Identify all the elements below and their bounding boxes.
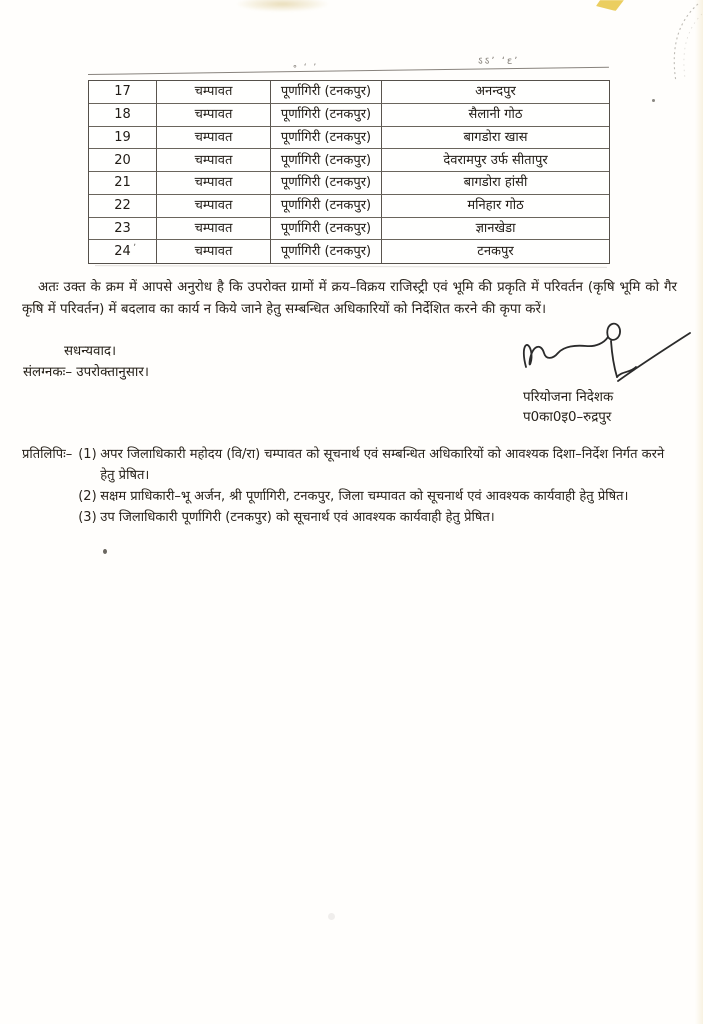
corner-highlight-mark — [596, 0, 624, 11]
cell-village: बागडोरा खास — [382, 127, 609, 150]
cell-district: चम्पावत — [157, 240, 271, 263]
cell-serial: 18 — [89, 104, 157, 127]
signatory-office: प0का0इ0–रुद्रपुर — [523, 410, 612, 425]
cell-serial: 23 — [89, 218, 157, 241]
thanks-line: सधन्यवाद। — [64, 344, 117, 359]
copy-item-number: (1) — [78, 447, 97, 462]
cell-village: बागडोरा हांसी — [382, 172, 609, 195]
cell-tehsil: पूर्णागिरी (टनकपुर) — [271, 218, 382, 241]
copy-item-text: अपर जिलाधिकारी महोदय (वि/रा) चम्पावत को सूचनार्थ एवं सम्बन्धित अधिकारियों को आवश्यक दिशा–निर्देश निर्गत करने हेतु प्रेषित। — [100, 447, 665, 483]
cell-tehsil: पूर्णागिरी (टनकपुर) — [271, 240, 382, 263]
cell-tehsil: पूर्णागिरी (टनकपुर) — [271, 81, 382, 104]
copies-section — [22, 444, 682, 528]
cutoff-text-fragment: ॰ ʻ ʼ — [293, 63, 319, 73]
cell-district: चम्पावत — [157, 218, 271, 241]
cell-serial: 20 — [89, 149, 157, 172]
copy-item-number: (3) — [78, 510, 97, 525]
copies-items — [78, 444, 682, 528]
cell-district: चम्पावत — [157, 195, 271, 218]
cell-serial: 17 — [89, 81, 157, 104]
cell-tehsil: पूर्णागिरी (टनकपुर) — [271, 195, 382, 218]
scan-smudge — [235, 0, 330, 12]
paper-edge-shading — [695, 0, 703, 1024]
copy-item — [78, 507, 682, 528]
cell-district: चम्पावत — [157, 127, 271, 150]
cell-district: चम्पावत — [157, 149, 271, 172]
copy-item — [78, 486, 682, 507]
cell-tehsil: पूर्णागिरी (टनकपुर) — [271, 127, 382, 150]
cell-district: चम्पावत — [157, 172, 271, 195]
cell-tehsil: पूर्णागिरी (टनकपुर) — [271, 172, 382, 195]
copy-item-number: (2) — [78, 489, 97, 504]
table-shadow-line — [95, 265, 607, 268]
copy-item-text: उप जिलाधिकारी पूर्णागिरी (टनकपुर) को सूचनार्थ एवं आवश्यक कार्यवाही हेतु प्रेषित। — [100, 510, 495, 525]
ink-speck — [328, 913, 335, 920]
copy-item-text: सक्षम प्राधिकारी–भू अर्जन, श्री पूर्णागिरी, टनकपुर, जिला चम्पावत को सूचनार्थ एवं आवश्यक कार्यवाही हेतु प्रेषित। — [100, 489, 629, 504]
cell-village: मनिहार गोठ — [382, 195, 609, 218]
cell-serial: 24 — [89, 240, 157, 263]
request-paragraph: अतः उक्त के क्रम में आपसे अनुरोध है कि उपरोक्त ग्रामों में क्रय–विक्रय राजिस्ट्री एवं भूमि की प्रकृति में परिवर्तन (कृषि भूमि को गैर कृषि में परिवर्तन) में बदलाव का कार्य न किये जाने हेतु सम्बन्धित अधिकारियों को निर्देशित करने की कृपा करें। — [22, 280, 677, 317]
cell-serial: 21 — [89, 172, 157, 195]
stray-pen-tick: ʼ — [133, 243, 137, 254]
signatory-title: परियोजना निदेशक — [523, 390, 614, 405]
ink-speck — [103, 549, 107, 554]
village-table — [88, 80, 610, 264]
ink-speck — [652, 99, 655, 102]
cutoff-text-fragment: ऽऽʼ ʻɛʼ — [478, 56, 520, 67]
cell-district: चम्पावत — [157, 104, 271, 127]
cell-village: अनन्दपुर — [382, 81, 609, 104]
cell-tehsil: पूर्णागिरी (टनकपुर) — [271, 149, 382, 172]
signature-scribble — [500, 315, 700, 385]
cell-village: टनकपुर — [477, 244, 514, 260]
cell-village: देवरामपुर उर्फ सीतापुर — [382, 149, 609, 172]
cell-village: ज्ञानखेडा — [382, 218, 609, 241]
cell-village: सैलानी गोठ — [382, 104, 609, 127]
cell-district: चम्पावत — [157, 81, 271, 104]
cell-serial: 22 — [89, 195, 157, 218]
copies-label: प्रतिलिपिः– — [22, 447, 73, 462]
cell-tehsil: पूर्णागिरी (टनकपुर) — [271, 104, 382, 127]
copy-item — [78, 444, 682, 486]
cell-serial: 19 — [89, 127, 157, 150]
cutoff-row-line — [88, 67, 609, 75]
enclosure-line: संलग्नकः– उपरोक्तानुसार। — [23, 365, 149, 380]
